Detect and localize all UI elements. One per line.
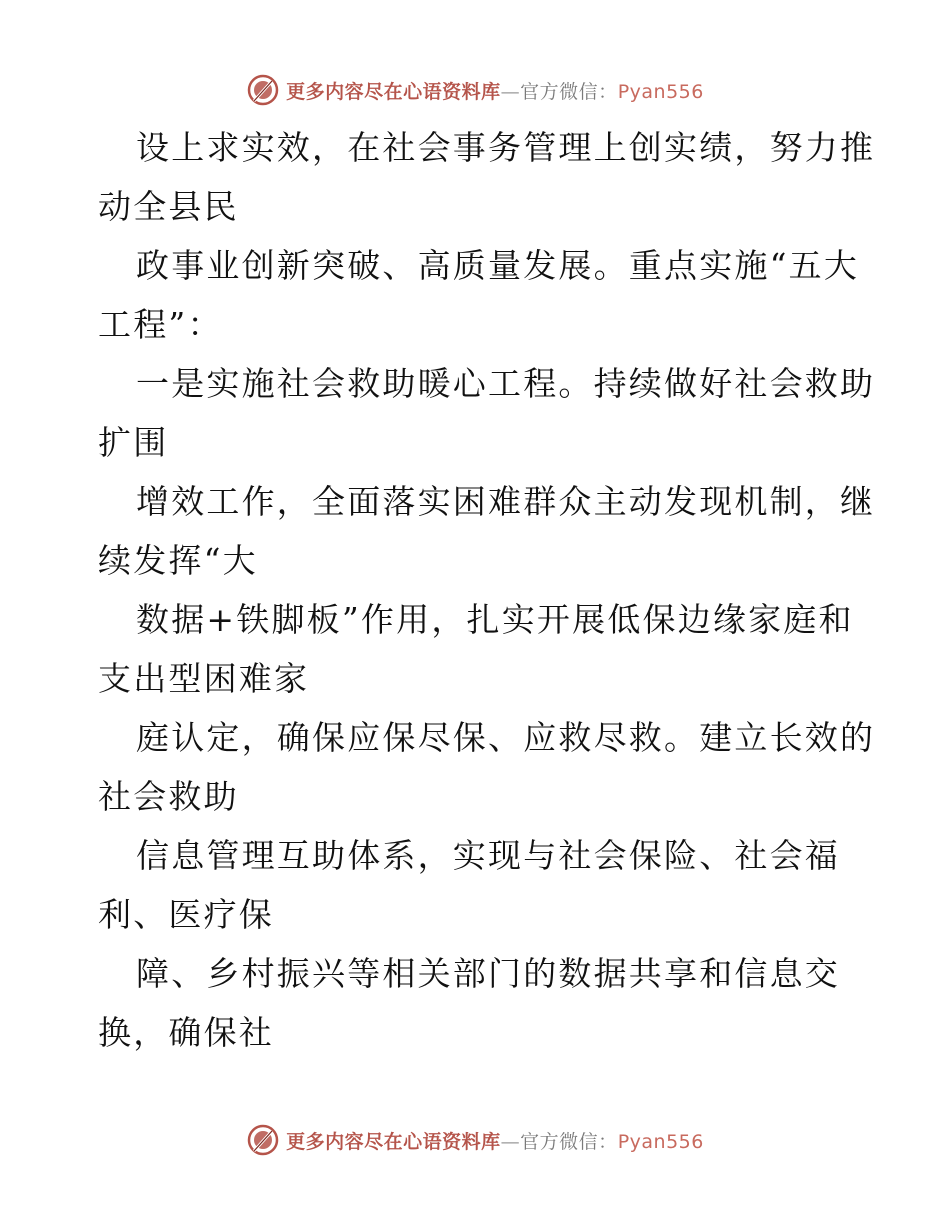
paragraph-line: 一是实施社会救助暖心工程。持续做好社会救助 [136,364,876,403]
watermark-dash: — [500,80,521,103]
watermark-wechat-id: Pyan556 [617,1130,704,1153]
paragraph-1 [98,118,876,236]
paragraph-3 [98,354,876,472]
paragraph-7 [98,826,858,944]
watermark-sub-text: 官方微信： [520,1130,618,1153]
paragraph-5 [98,590,858,708]
watermark-main-text: 更多内容尽在心语资料库 [286,1130,501,1153]
footer-watermark [0,1120,950,1160]
paragraph-line: 障、乡村振兴等相关部门的数据共享和信息交 [136,954,840,993]
watermark-main-text: 更多内容尽在心语资料库 [286,80,501,103]
paragraph-2 [98,236,858,354]
paragraph-line: 增效工作，全面落实困难群众主动发现机制，继 [136,482,876,521]
watermark-wechat-id: Pyan556 [617,80,704,103]
paragraph-line: 换，确保社 [98,1013,274,1052]
paragraph-line: 工程”： [98,305,223,344]
paragraph-line: 扩围 [98,423,169,462]
paragraph-line: 社会救助 [98,777,239,816]
paragraph-line: 庭认定，确保应保尽保、应救尽救。建立长效的 [136,718,876,757]
watermark-sub-text: 官方微信： [520,80,618,103]
paragraph-line: 利、医疗保 [98,895,274,934]
watermark-dash: — [500,1130,521,1153]
paragraph-line: 续发挥“大 [98,541,258,580]
paragraph-line: 政事业创新突破、高质量发展。重点实施“五大 [136,246,860,285]
pen-seal-icon [246,1123,280,1157]
header-watermark [0,70,950,110]
paragraph-line: 设上求实效，在社会事务管理上创实绩，努力推 [136,128,876,167]
paragraph-line: 动全县民 [98,187,239,226]
paragraph-line: 信息管理互助体系，实现与社会保险、社会福 [136,836,840,875]
document-body [98,118,876,1062]
paragraph-line: 支出型困难家 [98,659,310,698]
paragraph-6 [98,708,876,826]
pen-seal-icon [246,73,280,107]
paragraph-line: 数据+铁脚板”作用，扎实开展低保边缘家庭和 [136,600,854,639]
paragraph-4 [98,472,876,590]
paragraph-8 [98,944,858,1062]
